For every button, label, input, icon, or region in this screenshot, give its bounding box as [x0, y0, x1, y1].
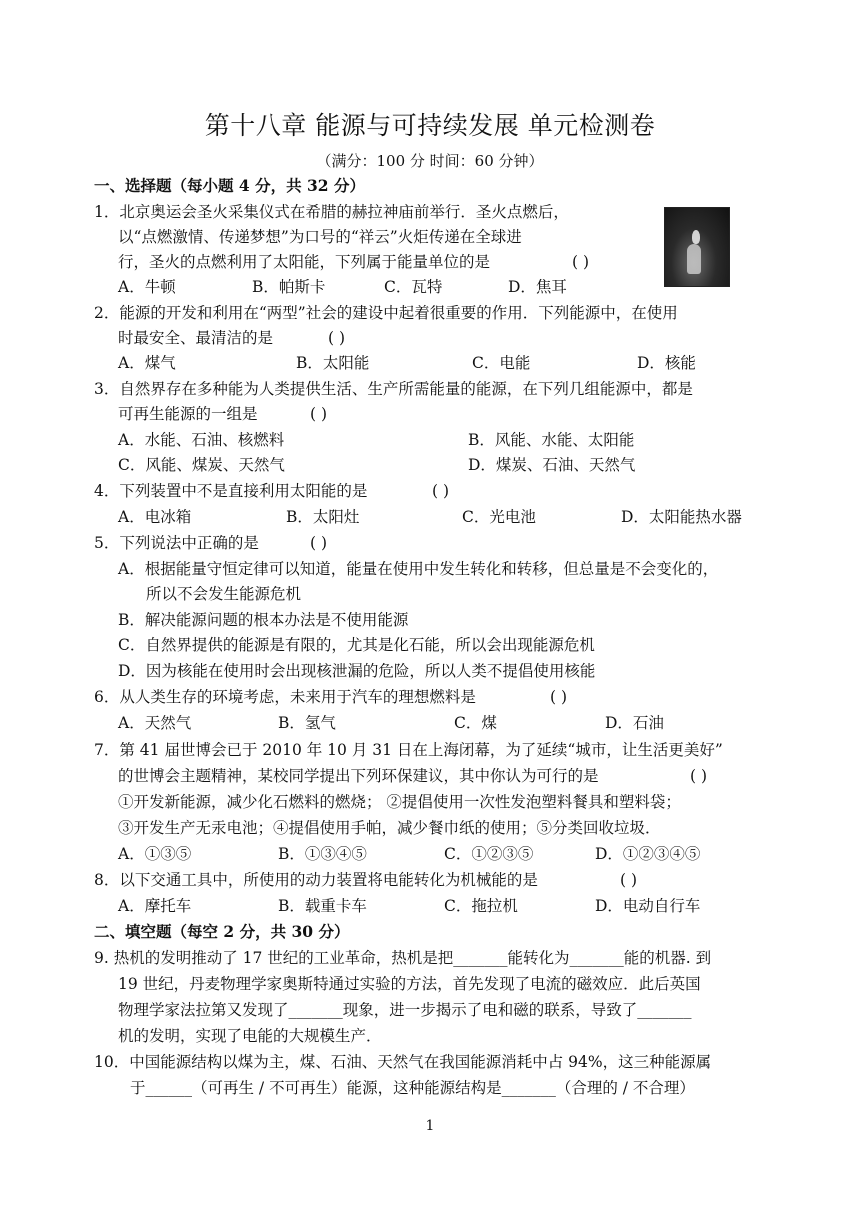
q1-option-c: C．瓦特 [384, 278, 443, 296]
q1-option-b: B．帕斯卡 [252, 278, 326, 296]
section-heading-choice: 一、选择题（每小题 4 分，共 32 分） [94, 176, 365, 195]
q5-option-a-line2: 所以不会发生能源危机 [146, 585, 302, 603]
q2-answer-paren: ( ) [328, 329, 346, 347]
q8-option-b: B．载重卡车 [278, 897, 367, 915]
q5-answer-paren: ( ) [310, 534, 328, 552]
q6-option-b: B．氢气 [278, 714, 336, 732]
q10-line1: 10．中国能源结构以煤为主，煤、石油、天然气在我国能源消耗中占 94%，这三种能源属 [94, 1053, 712, 1071]
q3-option-b: B．风能、水能、太阳能 [468, 431, 635, 449]
q2-option-d: D．核能 [637, 354, 696, 372]
q5-option-a-line1: A．根据能量守恒定律可以知道，能量在使用中发生转化和转移，但总量是不会变化的， [118, 560, 719, 578]
q7-option-d: D．①②③④⑤ [595, 845, 701, 863]
torch-photo [664, 207, 730, 287]
q3-line1: 3．自然界存在多种能为人类提供生活、生产所需能量的能源，在下列几组能源中，都是 [94, 380, 693, 398]
q8-answer-paren: ( ) [620, 871, 638, 889]
q3-option-a: A．水能、石油、核燃料 [118, 431, 285, 449]
q6-option-d: D．石油 [605, 714, 664, 732]
q1-option-d: D．焦耳 [508, 278, 567, 296]
page-title: 第十八章 能源与可持续发展 单元检测卷 [204, 111, 656, 140]
q1-line3: 行，圣火的点燃利用了太阳能，下列属于能量单位的是 [118, 253, 491, 271]
page-number: 1 [425, 1118, 435, 1134]
q4-option-d: D．太阳能热水器 [621, 508, 742, 526]
q1-option-a: A．牛顿 [118, 278, 176, 296]
q1-line1: 1．北京奥运会圣火采集仪式在希腊的赫拉神庙前举行．圣火点燃后， [94, 203, 569, 221]
q3-line2: 可再生能源的一组是 [118, 405, 258, 423]
q5-option-b: B．解决能源问题的根本办法是不使用能源 [118, 611, 409, 629]
q3-answer-paren: ( ) [310, 405, 328, 423]
q1-answer-paren: ( ) [572, 253, 590, 271]
q4-answer-paren: ( ) [432, 482, 450, 500]
exam-info: （满分：100 分 时间：60 分钟） [316, 152, 544, 170]
q8-option-c: C．拖拉机 [444, 897, 518, 915]
q1-line2: 以“点燃激情、传递梦想”为口号的“祥云”火炬传递在全球进 [118, 228, 522, 246]
q6-option-a: A．天然气 [118, 714, 192, 732]
q8-line1: 8．以下交通工具中，所使用的动力装置将电能转化为机械能的是 [94, 871, 538, 889]
q2-line2: 时最安全、最清洁的是 [118, 329, 274, 347]
q7-line1: 7．第 41 届世博会已于 2010 年 10 月 31 日在上海闭幕，为了延续“城市，让生活更美好” [94, 741, 723, 759]
q2-option-c: C．电能 [472, 354, 531, 372]
q8-option-d: D．电动自行车 [595, 897, 701, 915]
flame-shape [692, 230, 700, 244]
q9-line2: 19 世纪，丹麦物理学家奥斯特通过实验的方法，首先发现了电流的磁效应．此后英国 [118, 975, 701, 993]
q6-answer-paren: ( ) [550, 688, 568, 706]
q4-line1: 4．下列装置中不是直接利用太阳能的是 [94, 482, 368, 500]
q7-line3: ①开发新能源，减少化石燃料的燃烧； ②提倡使用一次性发泡塑料餐具和塑料袋； [118, 793, 681, 811]
q10-line2: 于______（可再生 / 不可再生）能源，这种能源结构是_______（合理的 / 不合理） [130, 1079, 695, 1097]
q3-option-c: C．风能、煤炭、天然气 [118, 456, 285, 474]
q5-line1: 5．下列说法中正确的是 [94, 534, 259, 552]
q8-option-a: A．摩托车 [118, 897, 192, 915]
q3-option-d: D．煤炭、石油、天然气 [468, 456, 636, 474]
q6-option-c: C．煤 [454, 714, 497, 732]
q7-option-a: A．①③⑤ [118, 845, 192, 863]
q2-line1: 2．能源的开发和利用在“两型”社会的建设中起着很重要的作用．下列能源中，在使用 [94, 304, 678, 322]
q6-line1: 6．从人类生存的环境考虑，未来用于汽车的理想燃料是 [94, 688, 476, 706]
q9-line1: 9. 热机的发明推动了 17 世纪的工业革命，热机是把_______能转化为_______能的机器. 到 [94, 949, 712, 967]
q9-line3: 物理学家法拉第又发现了_______现象，进一步揭示了电和磁的联系，导致了_______ [118, 1001, 692, 1019]
q7-option-b: B．①③④⑤ [278, 845, 367, 863]
q7-line4: ③开发生产无汞电池；④提倡使用手帕，减少餐巾纸的使用；⑤分类回收垃圾． [118, 819, 661, 837]
q9-line4: 机的发明，实现了电能的大规模生产． [118, 1027, 382, 1045]
q4-option-c: C．光电池 [462, 508, 536, 526]
q4-option-a: A．电冰箱 [118, 508, 192, 526]
figure-shape [687, 244, 701, 274]
q7-answer-paren: ( ) [690, 767, 708, 785]
q2-option-a: A．煤气 [118, 354, 176, 372]
q5-option-d: D．因为核能在使用时会出现核泄漏的危险，所以人类不提倡使用核能 [118, 662, 596, 680]
q2-option-b: B．太阳能 [296, 354, 370, 372]
q7-option-c: C．①②③⑤ [444, 845, 534, 863]
section-heading-fill: 二、填空题（每空 2 分，共 30 分） [94, 922, 350, 941]
q4-option-b: B．太阳灶 [286, 508, 360, 526]
q7-line2: 的世博会主题精神，某校同学提出下列环保建议，其中你认为可行的是 [118, 767, 599, 785]
q5-option-c: C．自然界提供的能源是有限的，尤其是化石能，所以会出现能源危机 [118, 636, 595, 654]
